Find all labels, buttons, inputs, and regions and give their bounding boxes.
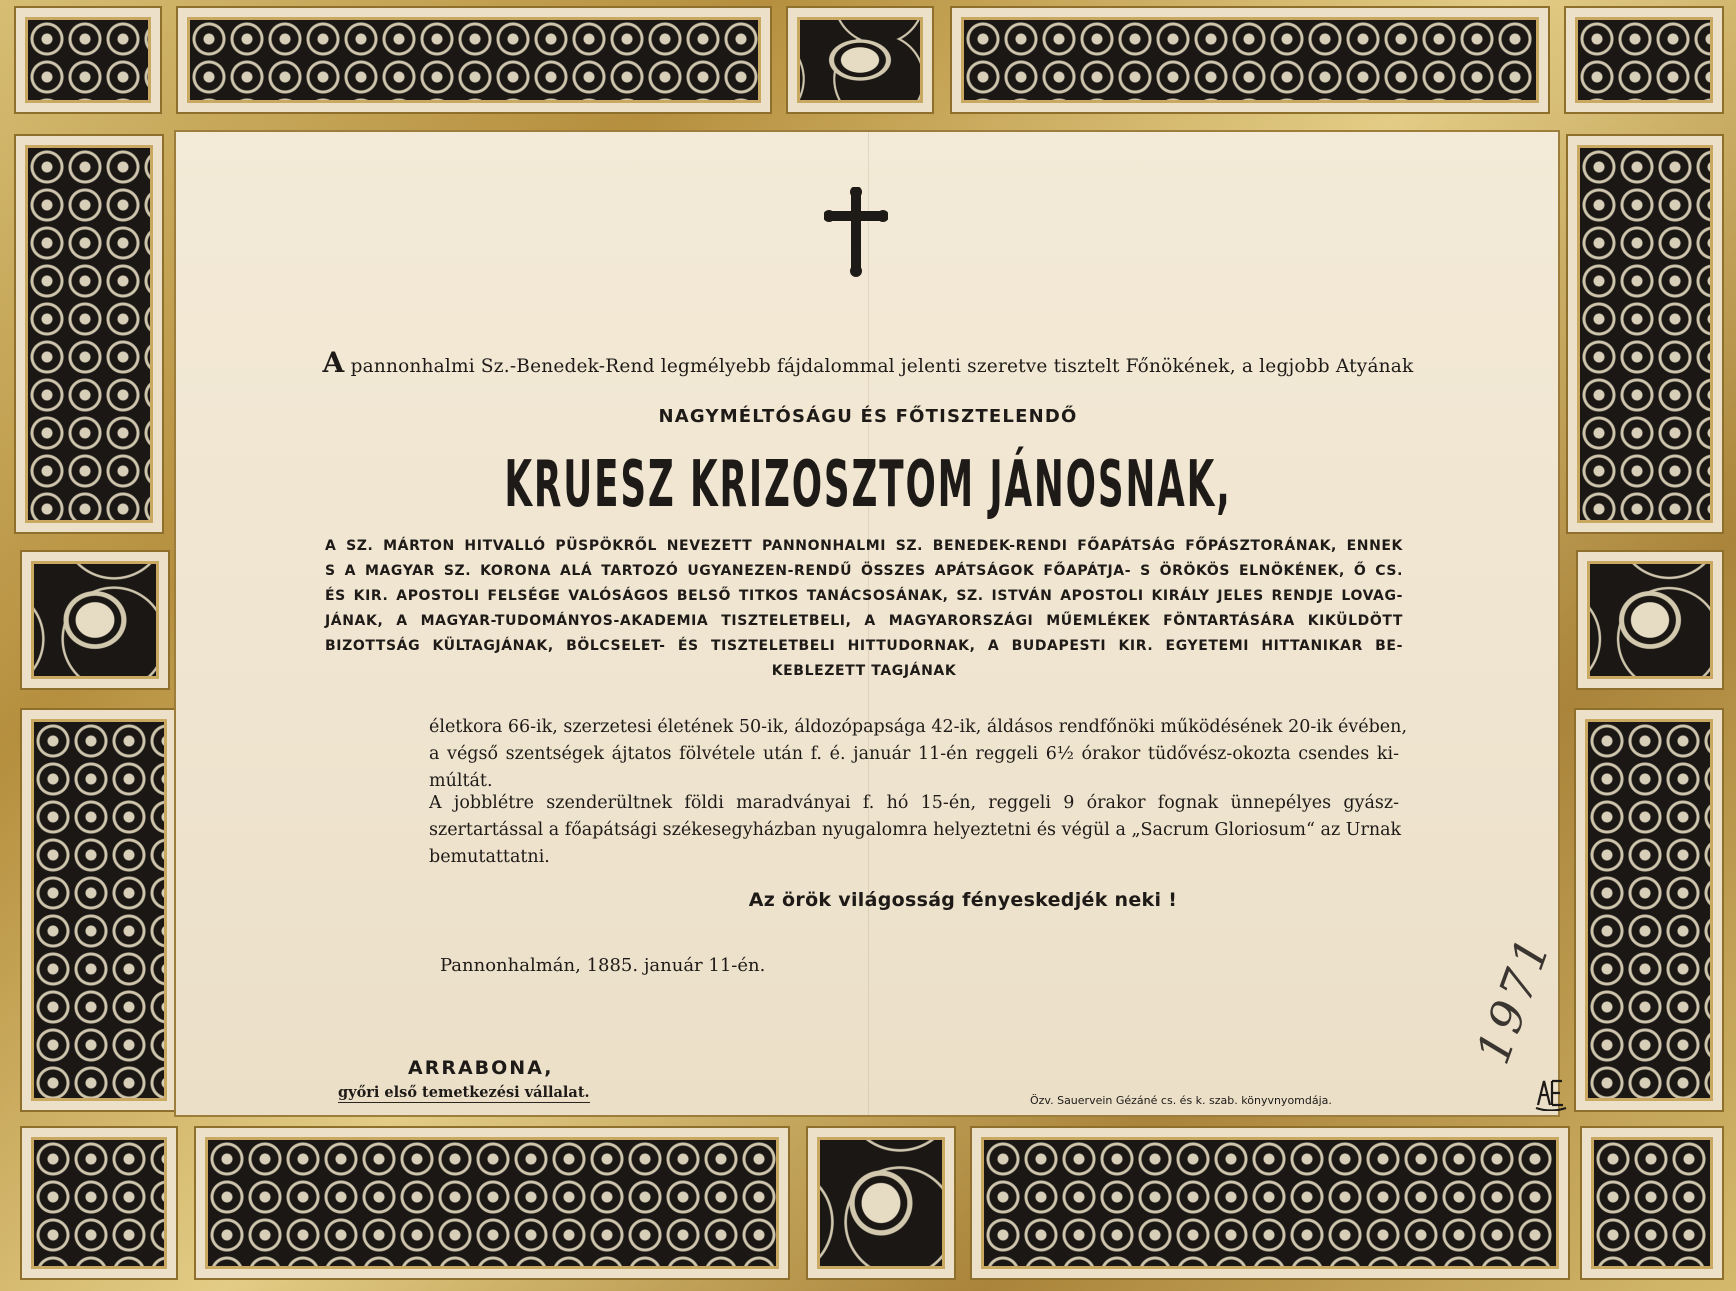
titles-line: A SZ. MÁRTON HITVALLÓ PÜSPÖKRŐL NEVEZETT PANNONHALMI SZ. BENEDEK-RENDI FŐAPÁTSÁG FŐPÁSZTORÁNAK, ENNEK xyxy=(325,538,1403,554)
titles-line: BIZOTTSÁG KÜLTAGJÁNAK, BÖLCSELET- ÉS TISZTELETBELI HITTUDORNAK, A BUDAPESTI KIR. EGYETEMI HITTANIKAR BE- xyxy=(325,638,1403,654)
paragraph-line: bemutattatni. xyxy=(429,847,550,867)
paragraph-line: életkora 66-ik, szerzetesi életének 50-ik, áldozópapsága 42-ik, áldásos rendfőnöki működésének 20-ik évében, xyxy=(429,717,1408,737)
ornament-bottom-medallion xyxy=(806,1126,956,1280)
ornament-bottom-right-corner xyxy=(1580,1126,1724,1280)
paragraph-death xyxy=(429,714,1408,795)
ornament-left-upper xyxy=(14,134,164,534)
ornament-left-lower xyxy=(20,708,178,1112)
intro-line xyxy=(0,346,1736,379)
ornament-top-left-band xyxy=(176,6,772,114)
paragraph-line: szertartással a főapátsági székesegyházban nyugalomra helyeztetni és végül a „Sacrum Gloriosum“ az Urnak xyxy=(429,820,1402,840)
titles-line: S A MAGYAR SZ. KORONA ALÁ TARTOZÓ UGYANEZEN-RENDŰ ÖSSZES APÁTSÁGOK FŐAPÁTJA- S ÖRÖKÖS ELNÖKÉNEK, Ő CS. xyxy=(325,563,1403,579)
paragraph-line: a végső szentségek ájtatos fölvétele után f. é. január 11-én reggeli 6½ órakor tüdővész-okozta csendes ki- xyxy=(429,744,1399,764)
titles-block xyxy=(325,534,1403,684)
intro-text: pannonhalmi Sz.-Benedek-Rend legmélyebb fájdalommal jelenti szeretve tisztelt Főnökének, a legjobb Atyának xyxy=(350,356,1414,377)
handwritten-number: 1971 xyxy=(1465,927,1562,1071)
printer-monogram-icon xyxy=(1534,1075,1568,1111)
ornament-bottom-left-corner xyxy=(20,1126,178,1280)
titles-line: JÁNAK, A MAGYAR-TUDOMÁNYOS-AKADEMIA TISZTELETBELI, A MAGYARORSZÁGI MŰEMLÉKEK FÖNTARTÁSÁRA KIKÜLDÖTT xyxy=(325,613,1403,629)
titles-line: KEBLEZETT TAGJÁNAK xyxy=(771,663,957,679)
blessing-line: Az örök világosság fényeskedjék neki ! xyxy=(748,889,1178,911)
paragraph-funeral xyxy=(429,790,1402,871)
deceased-name: KRUESZ KRIZOSZTOM JÁNOSNAK, xyxy=(504,448,1232,522)
intro-initial: A xyxy=(322,346,345,379)
ornament-left-medallion xyxy=(20,550,170,690)
ornament-top-left-corner xyxy=(14,6,162,114)
paragraph-line: múltát. xyxy=(429,771,493,791)
ornament-top-right-band xyxy=(950,6,1550,114)
undertaker-description: győri első temetkezési vállalat. xyxy=(338,1084,590,1101)
printer-credit: Özv. Sauervein Gézáné cs. és k. szab. könyvnyomdája. xyxy=(1030,1094,1332,1107)
paragraph-line: A jobblétre szenderültnek földi maradványai f. hó 15-én, reggeli 9 órakor fognak ünnepélyes gyász- xyxy=(429,793,1399,813)
ornament-bottom-right-band xyxy=(970,1126,1570,1280)
dateline: Pannonhalmán, 1885. január 11-én. xyxy=(440,955,766,976)
ornament-bottom-left-band xyxy=(194,1126,790,1280)
ornament-right-medallion xyxy=(1576,550,1724,690)
undertaker-name: ARRABONA, xyxy=(408,1057,554,1079)
ornament-top-medallion xyxy=(786,6,934,114)
titles-line: ÉS KIR. APOSTOLI FELSÉGE VALÓSÁGOS BELSŐ TITKOS TANÁCSOSÁNAK, SZ. ISTVÁN APOSTOLI KIRÁLY JELES RENDJE LOVAG- xyxy=(325,588,1403,604)
ornament-top-right-corner xyxy=(1564,6,1724,114)
honorific-line: NAGYMÉLTÓSÁGU ÉS FŐTISZTELENDŐ xyxy=(658,406,1078,427)
ornament-right-upper xyxy=(1566,134,1724,534)
cross-icon xyxy=(824,187,888,277)
